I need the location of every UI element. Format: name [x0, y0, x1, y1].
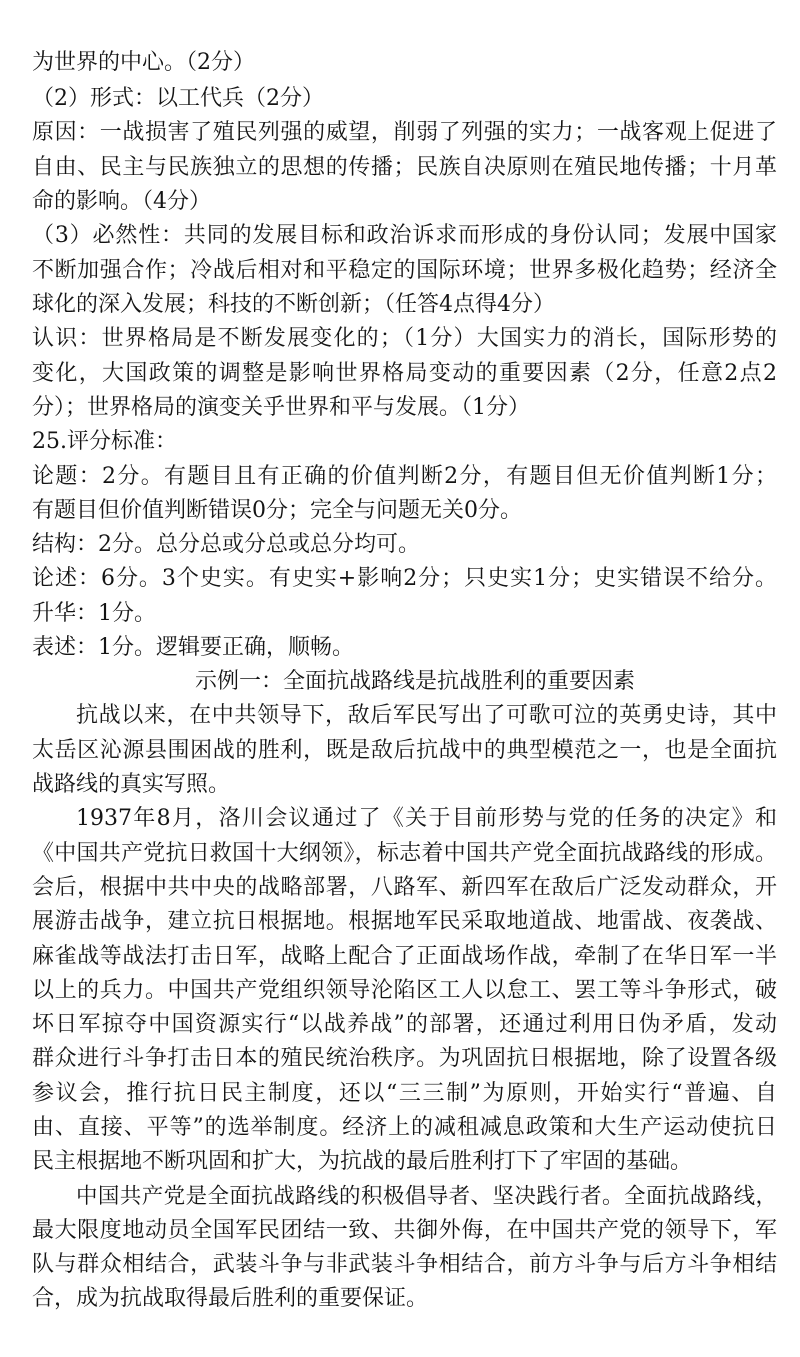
- text-line: 战路线的真实写照。: [32, 772, 231, 797]
- section-heading: 25.评分标准：: [32, 429, 177, 454]
- text-line: （3）必然性：共同的发展目标和政治诉求而形成的身份认同；发展中国家: [32, 223, 777, 248]
- text-line: 表述：1分。逻辑要正确，顺畅。: [32, 635, 354, 660]
- text-line: 队与群众相结合，武装斗争与非武装斗争相结合，前方斗争与后方斗争相结: [32, 1252, 777, 1277]
- text-line: 抗战以来，在中共领导下，敌后军民写出了可歌可泣的英勇史诗，其中: [76, 703, 777, 728]
- example-title: 示例一：全面抗战路线是抗战胜利的重要因素: [194, 669, 635, 694]
- text-line: 1937年8月，洛川会议通过了《关于目前形势与党的任务的决定》和: [76, 806, 777, 831]
- text-line: 由、直接、平等”的选举制度。经济上的减租减息政策和大生产运动使抗日: [32, 1115, 777, 1140]
- text-line: 分）；世界格局的演变关乎世界和平与发展。（1分）: [32, 395, 530, 420]
- text-line: 升华：1分。: [32, 601, 156, 626]
- text-line: 合，成为抗战取得最后胜利的重要保证。: [32, 1286, 429, 1311]
- text-line: 《中国共产党抗日救国十大纲领》，标志着中国共产党全面抗战路线的形成。: [32, 841, 777, 866]
- text-line: 不断加强合作；冷战后相对和平稳定的国际环境；世界多极化趋势；经济全: [32, 258, 777, 283]
- text-line: 中国共产党是全面抗战路线的积极倡导者、坚决践行者。全面抗战路线，: [76, 1184, 777, 1209]
- text-line: 最大限度地动员全国军民团结一致、共御外侮，在中国共产党的领导下，军: [32, 1218, 777, 1243]
- text-line: 变化，大国政策的调整是影响世界格局变动的重要因素（2分，任意2点2: [32, 361, 777, 386]
- text-line: 原因：一战损害了殖民列强的威望，削弱了列强的实力；一战客观上促进了: [32, 120, 777, 145]
- text-line: 为世界的中心。（2分）: [32, 50, 255, 75]
- text-line: 认识：世界格局是不断发展变化的；（1分）大国实力的消长，国际形势的: [32, 326, 777, 351]
- text-line: 参议会，推行抗日民主制度，还以“三三制”为原则，开始实行“普遍、自: [32, 1081, 777, 1106]
- text-line: 论题：2分。有题目且有正确的价值判断2分，有题目但无价值判断1分；: [32, 464, 777, 489]
- text-line: 自由、民主与民族独立的思想的传播；民族自决原则在殖民地传播；十月革: [32, 155, 777, 180]
- text-line: 有题目但价值判断错误0分；完全与问题无关0分。: [32, 498, 522, 523]
- text-line: 以上的兵力。中国共产党组织领导沦陷区工人以怠工、罢工等斗争形式，破: [32, 978, 777, 1003]
- text-line: 坏日军掠夺中国资源实行“以战养战”的部署，还通过利用日伪矛盾，发动: [32, 1012, 777, 1037]
- text-line: （2）形式：以工代兵（2分）: [32, 86, 324, 111]
- text-line: 群众进行斗争打击日本的殖民统治秩序。为巩固抗日根据地，除了设置各级: [32, 1046, 777, 1071]
- text-line: 结构：2分。总分总或分总或总分均可。: [32, 532, 420, 557]
- text-line: 命的影响。（4分）: [32, 189, 211, 214]
- text-line: 球化的深入发展；科技的不断创新；（任答4点得4分）: [32, 292, 555, 317]
- text-line: 麻雀战等战法打击日军，战略上配合了正面战场作战，牵制了在华日军一半: [32, 944, 777, 969]
- text-line: 太岳区沁源县围困战的胜利，既是敌后抗战中的典型模范之一，也是全面抗: [32, 738, 777, 763]
- text-line: 展游击战争，建立抗日根据地。根据地军民采取地道战、地雷战、夜袭战、: [32, 909, 777, 934]
- text-line: 会后，根据中共中央的战略部署，八路军、新四军在敌后广泛发动群众，开: [32, 875, 777, 900]
- text-line: 民主根据地不断巩固和扩大，为抗战的最后胜利打下了牢固的基础。: [32, 1149, 693, 1174]
- text-line: 论述：6分。3个史实。有史实+影响2分；只史实1分；史实错误不给分。: [32, 566, 777, 591]
